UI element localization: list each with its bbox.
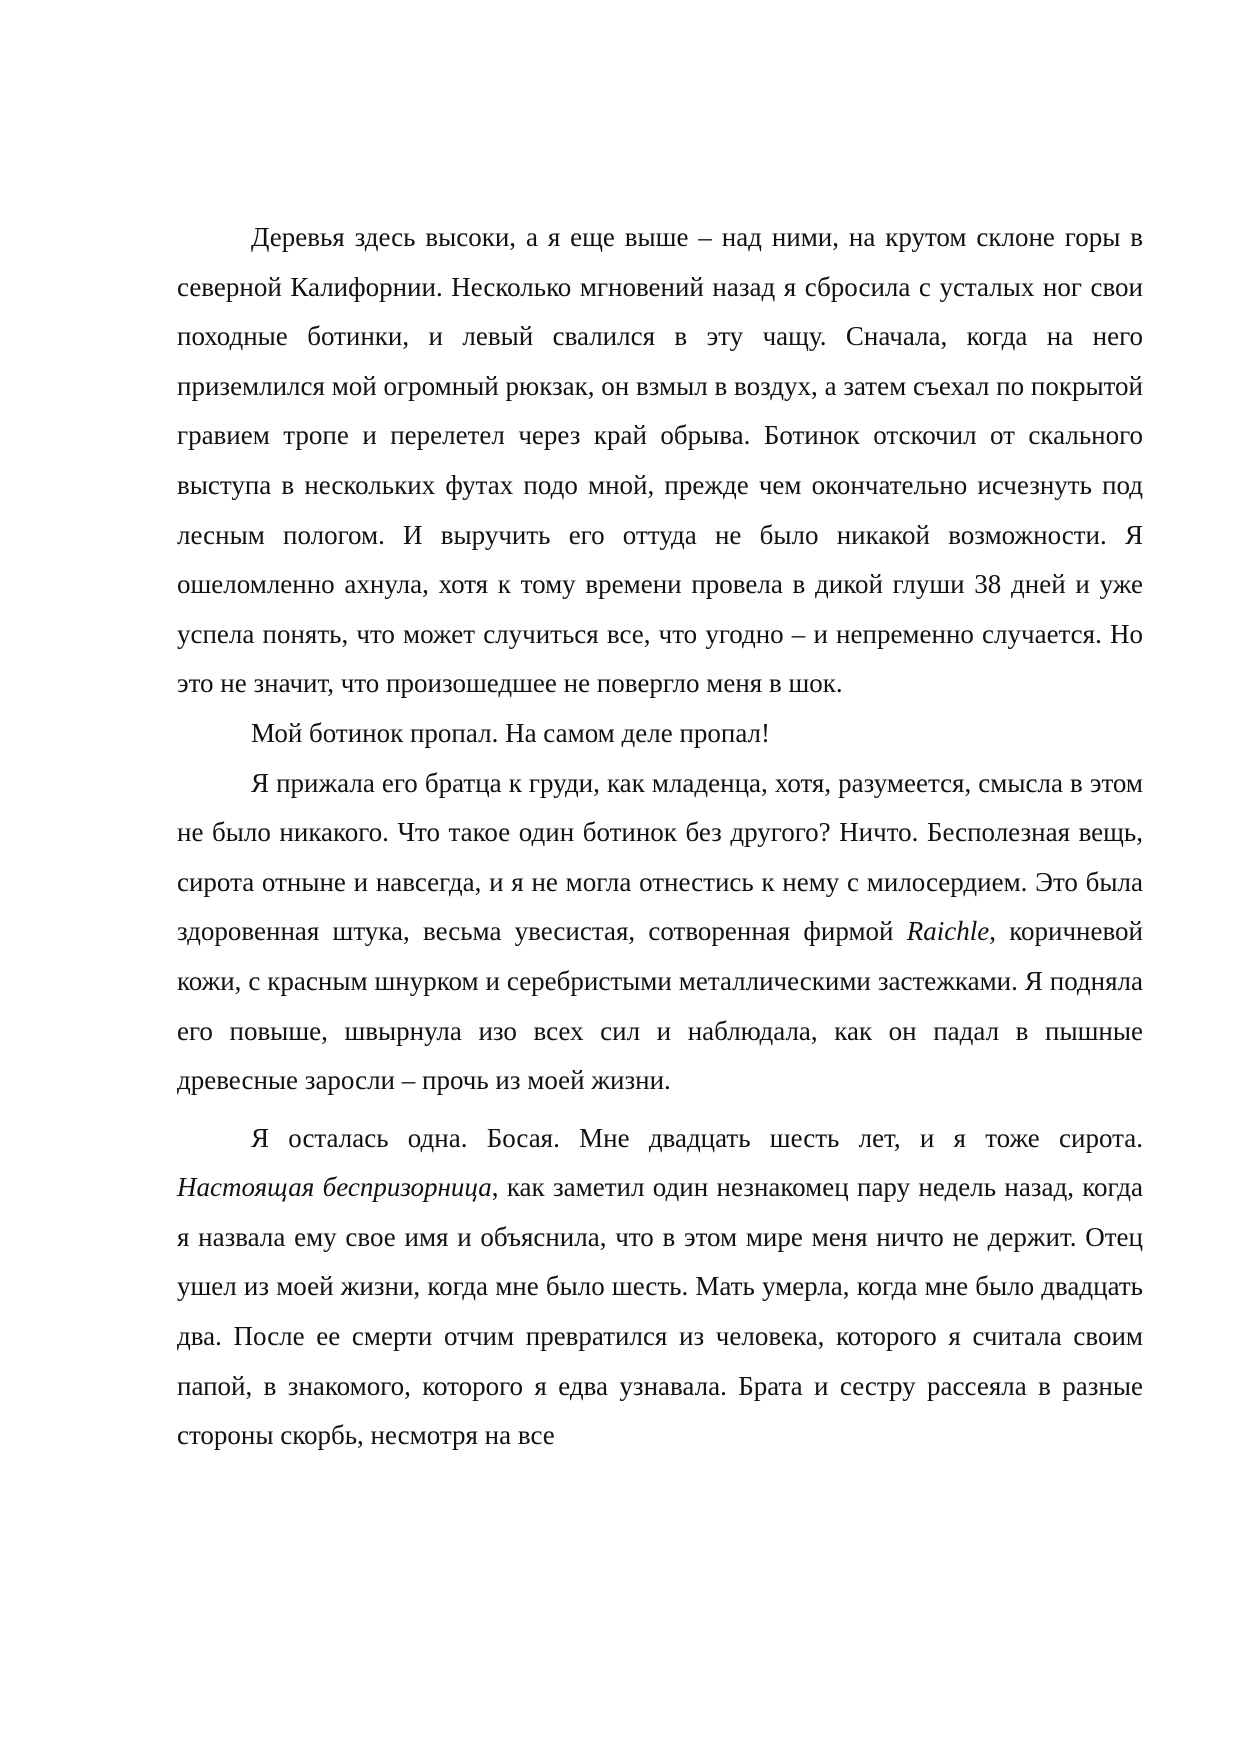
italic-phrase: Настоящая беспризорница: [177, 1172, 492, 1203]
body-text: [177, 213, 1143, 1461]
paragraph-3-text-a: Я прижала его братца к груди, как младенца, хотя, разумеется, смысла в этом не было никакого. Что такое один ботинок без другого? Ничто. Бесполезная вещь, сирота отныне и навсегда, и я не могла отнестись к нему с милосердием. Это была здоровенная штука, весьма увесистая, сотворенная фирмой: [177, 767, 1143, 947]
paragraph-4: [177, 1114, 1143, 1461]
paragraph-1-text: Деревья здесь высоки, а я еще выше – над ними, на крутом склоне горы в северной Калифорнии. Несколько мгновений назад я сбросила с усталых ног свои походные ботинки, и левый свалился в эту чащу. Сначала, когда на него приземлился мой огромный рюкзак, он взмыл в воздух, а затем съехал по покрытой гравием тропе и перелетел через край обрыва. Ботинок отскочил от скального выступа в нескольких футах подо мной, прежде чем окончательно исчезнуть под лесным пологом. И выручить его оттуда не было никакой возможности. Я ошеломленно ахнула, хотя к тому времени провела в дикой глуши 38 дней и уже успела понять, что может случиться все, что угодно – и непременно случается. Но это не значит, что произошедшее не повергло меня в шок.: [177, 222, 1143, 699]
paragraph-4-text-a: Я осталась одна. Босая. Мне двадцать шесть лет, и я тоже сирота.: [251, 1122, 1143, 1153]
paragraph-3: [177, 759, 1143, 1106]
paragraph-4-text-b: , как заметил один незнакомец пару недель назад, когда я назвала ему свое имя и объяснила, что в этом мире меня ничто не держит. Отец ушел из моей жизни, когда мне было шесть. Мать умерла, когда мне было двадцать два. После ее смерти отчим превратился из человека, которого я считала своим папой, в знакомого, которого я едва узнавала. Брата и сестру рассеяла в разные стороны скорбь, несмотря на все: [177, 1172, 1143, 1451]
paragraph-1: [177, 213, 1143, 709]
paragraph-2: [177, 709, 1143, 759]
brand-name-italic: Raichle: [906, 916, 990, 947]
paragraph-2-text: Мой ботинок пропал. На самом деле пропал!: [251, 717, 771, 748]
paragraph-3-text-b: , коричневой кожи, с красным шнурком и серебристыми металлическими застежками. Я подняла его повыше, швырнула изо всех сил и наблюдала, как он падал в пышные древесные заросли – прочь из моей жизни.: [177, 916, 1143, 1096]
